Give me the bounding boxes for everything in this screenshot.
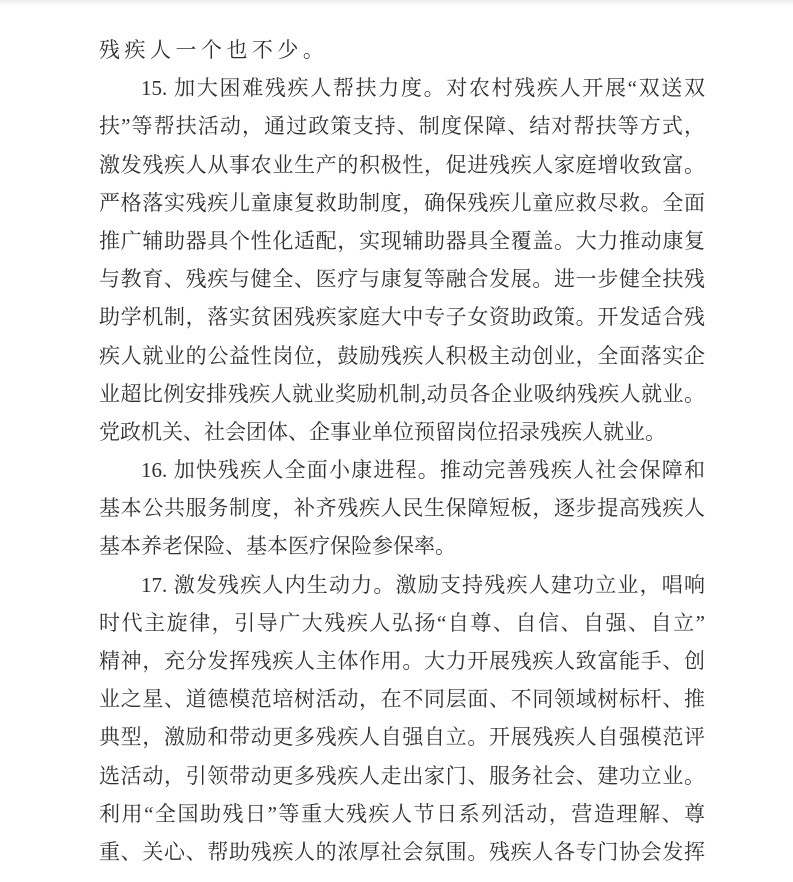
paragraph-continuation (99, 31, 705, 69)
paragraph-item-15 (99, 69, 705, 451)
text-line: 15. 加大困难残疾人帮扶力度。对农村残疾人开展“双送双 (141, 76, 705, 101)
text-line: 残疾人一个也不少。 (99, 38, 329, 62)
text-line: 重、关心、帮助残疾人的浓厚社会氛围。残疾人各专门协会发挥 (99, 839, 705, 864)
text-line: 利用“全国助残日”等重大残疾人节日系列活动，营造理解、尊 (99, 801, 705, 826)
text-line: 业之星、道德模范培树活动，在不同层面、不同领域树标杆、推 (99, 687, 705, 712)
text-line: 疾人就业的公益性岗位，鼓励残疾人积极主动创业，全面落实企 (99, 343, 705, 368)
text-line: 激发残疾人从事农业生产的积极性，促进残疾人家庭增收致富。 (99, 152, 705, 177)
text-line: 精神，充分发挥残疾人主体作用。大力开展残疾人致富能手、创 (99, 649, 705, 673)
text-line: 16. 加快残疾人全面小康进程。推动完善残疾人社会保障和 (141, 458, 705, 483)
text-line: 党政机关、社会团体、企事业单位预留岗位招录残疾人就业。 (99, 419, 666, 444)
text-line: 推广辅助器具个性化适配，实现辅助器具全覆盖。大力推动康复 (99, 228, 705, 253)
text-line: 时代主旋律，引导广大残疾人弘扬“自尊、自信、自强、自立” (99, 610, 705, 635)
text-line: 业超比例安排残疾人就业奖励机制,动员各企业吸纳残疾人就业。 (99, 381, 705, 406)
text-line: 严格落实残疾儿童康复救助制度，确保残疾儿童应救尽救。全面 (99, 190, 705, 215)
text-line: 典型，激励和带动更多残疾人自强自立。开展残疾人自强模范评 (99, 725, 705, 750)
paragraph-item-16 (99, 451, 705, 566)
text-line: 17. 激发残疾人内生动力。激励支持残疾人建功立业，唱响 (141, 572, 705, 597)
document-text-block (99, 31, 705, 871)
text-line: 扶”等帮扶活动，通过政策支持、制度保障、结对帮扶等方式， (99, 114, 705, 139)
text-line: 助学机制，落实贫困残疾家庭大中专子女资助政策。开发适合残 (99, 305, 705, 330)
text-line: 基本公共服务制度，补齐残疾人民生保障短板，逐步提高残疾人 (99, 496, 705, 521)
text-line: 选活动，引领带动更多残疾人走出家门、服务社会、建功立业。 (99, 763, 705, 788)
text-line: 与教育、残疾与健全、医疗与康复等融合发展。进一步健全扶残 (99, 267, 705, 292)
paragraph-item-17 (99, 566, 705, 872)
page-top-edge (0, 0, 793, 6)
text-line: 基本养老保险、基本医疗保险参保率。 (99, 534, 456, 559)
